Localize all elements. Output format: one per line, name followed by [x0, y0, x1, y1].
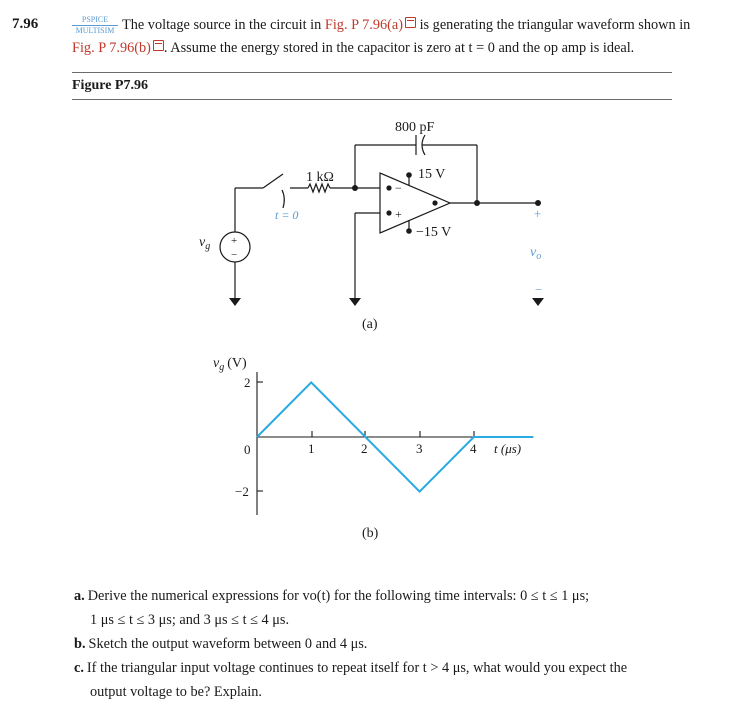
question-a-label: a.: [74, 588, 85, 604]
x-axis-label: t (μs): [494, 441, 522, 456]
x-tick-label-2: 2: [361, 441, 368, 456]
x-tick-label-1: 1: [308, 441, 315, 456]
source-ground-arrow: [229, 298, 241, 306]
statement-part-1: The voltage source in the circuit in: [122, 17, 322, 33]
circuit-caption: (a): [362, 317, 378, 332]
y-tick-label-0: 0: [244, 442, 251, 457]
neg-supply-dot: [406, 228, 412, 234]
opamp-minus-sign: −: [395, 181, 402, 195]
source-minus-sign: −: [231, 249, 238, 261]
question-c-label: c.: [74, 660, 84, 676]
circuit-diagram: [220, 135, 538, 298]
switch-arrow: [282, 190, 284, 208]
waveform-caption: (b): [362, 526, 379, 541]
switch-blade: [263, 174, 283, 188]
output-ground-arrow: [532, 298, 544, 306]
pspice-label: PSPICE: [81, 15, 109, 24]
pos-supply-dot: [406, 172, 412, 178]
question-b-line1: Sketch the output waveform between 0 and 4 μs.: [88, 636, 368, 652]
opamp-inverting-dot: [386, 185, 391, 190]
resistor-label: 1 kΩ: [306, 170, 334, 185]
figure-a-link-text: Fig. P 7.96(a): [324, 17, 403, 33]
multisim-label: MULTISIM: [72, 25, 118, 36]
resistor: [308, 184, 330, 192]
neg-supply-label: −15 V: [416, 225, 452, 240]
pos-supply-label: 15 V: [418, 167, 446, 182]
x-tick-label-3: 3: [416, 441, 423, 456]
question-a-continued: 1 μs ≤ t ≤ 3 μs; and 3 μs ≤ t ≤ 4 μs.: [90, 612, 290, 628]
question-b-label: b.: [74, 636, 86, 652]
figure-title: Figure P7.96: [72, 78, 148, 93]
output-label: $v_o$: [530, 245, 542, 262]
x-tick-label-4: 4: [470, 441, 477, 456]
y-tick-label-neg2: −2: [235, 484, 249, 499]
question-c: [74, 656, 714, 680]
question-a-line1: Derive the numerical expressions for vo(t) for the following time intervals: 0 ≤ t ≤ 1 μs;: [87, 588, 590, 604]
figure-b-link-text: Fig. P 7.96(b): [72, 40, 151, 56]
source-plus-sign: +: [231, 235, 238, 247]
statement-part-2: is generating the triangular waveform shown in: [419, 17, 691, 33]
question-c-line1: If the triangular input voltage continues to repeat itself for t > 4 μs, what would you expect the: [86, 660, 628, 676]
capacitor-label: 800 pF: [395, 120, 435, 135]
output-minus-sign: −: [535, 282, 543, 297]
opamp-triangle: [380, 173, 450, 233]
switch-time-label: t = 0: [275, 208, 299, 222]
opamp-plus-sign: +: [395, 207, 402, 221]
statement-part-3: . Assume the energy stored in the capacitor is zero at t = 0 and the op amp is ideal.: [163, 40, 635, 56]
problem-number: 7.96: [12, 16, 39, 32]
y-tick-label-2: 2: [244, 375, 251, 390]
question-c-continued: output voltage to be? Explain.: [90, 684, 262, 700]
source-label: $v_g$: [199, 235, 211, 252]
questions-list: [74, 584, 714, 704]
node-inverting: [352, 185, 358, 191]
opamp-noninverting-dot: [386, 210, 391, 215]
circuit-nodes: [229, 172, 544, 306]
waveform-axes: [257, 372, 530, 515]
output-plus-sign: +: [534, 206, 542, 221]
question-a: [74, 584, 714, 608]
y-axis-label: $v_g$ (V): [213, 356, 247, 373]
question-b: [74, 632, 714, 656]
opamp-output-dot: [432, 200, 437, 205]
node-output: [474, 200, 480, 206]
opamp-ground-arrow: [349, 298, 361, 306]
